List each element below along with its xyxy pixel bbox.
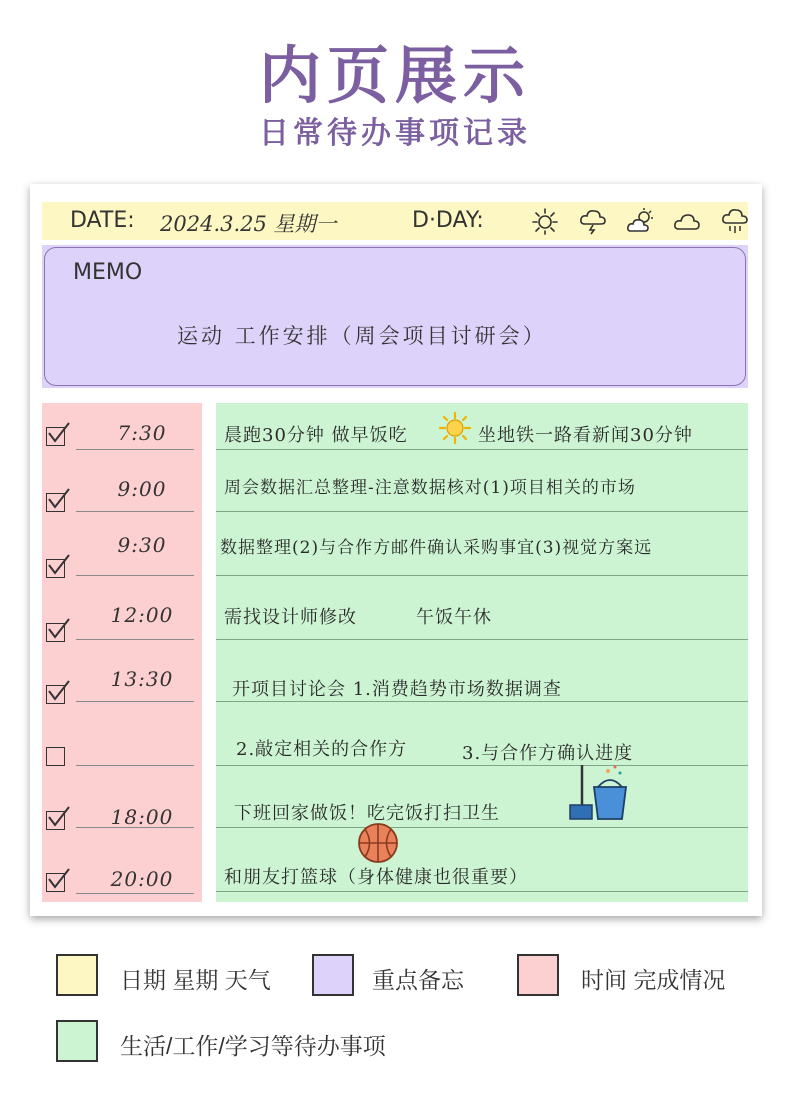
- task-line: [216, 511, 748, 512]
- time-column: [42, 403, 202, 902]
- legend-label: 生活/工作/学习等待办事项: [120, 1033, 386, 1059]
- time-row: [42, 403, 202, 463]
- time-line: [76, 765, 194, 766]
- task-line: [216, 575, 748, 576]
- legend-swatch: [56, 1020, 98, 1062]
- time-line: [76, 449, 194, 450]
- task-text: 和朋友打篮球（身体健康也很重要）: [224, 867, 528, 888]
- task-text: 需找设计师修改: [224, 607, 357, 628]
- memo-label: MEMO: [73, 260, 143, 285]
- time-label: 7:30: [117, 421, 167, 445]
- legend-label: 时间 完成情况: [581, 967, 726, 993]
- basketball-icon: [356, 821, 400, 865]
- memo-text: 运动 工作安排（周会项目讨研会）: [177, 324, 547, 348]
- time-row: [42, 717, 202, 777]
- task-line: [216, 449, 748, 450]
- time-label: 13:30: [110, 667, 174, 691]
- time-line: [76, 827, 194, 828]
- date-bar: [42, 202, 748, 240]
- bucket-mop-icon: [568, 763, 632, 827]
- time-row: [42, 843, 202, 903]
- time-label: 12:00: [110, 603, 174, 627]
- task-line: [216, 827, 748, 828]
- checkmark-icon: [45, 617, 71, 641]
- memo-frame: [44, 247, 746, 386]
- time-line: [76, 511, 194, 512]
- planner-page: [30, 184, 762, 916]
- sun-icon: [530, 207, 560, 235]
- task-column: [216, 403, 748, 902]
- checkmark-icon: [45, 487, 71, 511]
- date-value: 2024.3.25 星期一: [160, 212, 337, 236]
- task-text: 开项目讨论会 1.消费趋势市场数据调查: [232, 679, 562, 700]
- legend-swatch: [517, 954, 559, 996]
- time-line: [76, 701, 194, 702]
- time-row: [42, 781, 202, 841]
- sun-sticker-icon: [438, 411, 472, 445]
- time-line: [76, 639, 194, 640]
- page-subtitle: 日常待办事项记录: [259, 116, 531, 151]
- task-text: 数据整理(2)与合作方邮件确认采购事宜(3)视觉方案远: [220, 538, 653, 558]
- checkmark-icon: [45, 421, 71, 445]
- task-text: 坐地铁一路看新闻30分钟: [478, 425, 693, 446]
- checkmark-icon: [45, 679, 71, 703]
- task-text: 3.与合作方确认进度: [462, 743, 634, 764]
- checkmark-icon: [45, 553, 71, 577]
- time-label: 9:30: [117, 533, 167, 557]
- memo-box: [42, 245, 748, 388]
- legend-label: 日期 星期 天气: [120, 967, 271, 993]
- rain-cloud-icon: [720, 207, 750, 235]
- thunder-cloud-icon: [578, 207, 608, 235]
- task-text: 下班回家做饭！吃完饭打扫卫生: [234, 803, 500, 824]
- task-line: [216, 765, 748, 766]
- page-title: 内页展示: [258, 39, 531, 112]
- checkbox[interactable]: [46, 747, 65, 766]
- legend-label: 重点备忘: [372, 967, 464, 993]
- time-line: [76, 575, 194, 576]
- task-text: 午饭午休: [416, 607, 492, 628]
- task-line: [216, 701, 748, 702]
- partly-cloudy-icon: [625, 207, 655, 235]
- checkmark-icon: [45, 867, 71, 891]
- task-text: 2.敲定相关的合作方: [236, 739, 408, 760]
- time-label: 9:00: [117, 477, 167, 501]
- time-row: [42, 591, 202, 651]
- task-text: 周会数据汇总整理-注意数据核对(1)项目相关的市场: [224, 478, 636, 498]
- time-row: [42, 655, 202, 715]
- time-row: [42, 465, 202, 525]
- time-line: [76, 893, 194, 894]
- date-label: DATE:: [70, 208, 135, 233]
- time-row: [42, 527, 202, 587]
- task-text: 晨跑30分钟 做早饭吃: [224, 425, 408, 446]
- dday-label: D·DAY:: [412, 208, 484, 233]
- time-label: 20:00: [110, 867, 174, 891]
- time-label: 18:00: [110, 805, 174, 829]
- task-line: [216, 639, 748, 640]
- legend-swatch: [56, 954, 98, 996]
- checkmark-icon: [45, 805, 71, 829]
- cloud-icon: [672, 207, 702, 235]
- legend-swatch: [312, 954, 354, 996]
- task-line: [216, 891, 748, 892]
